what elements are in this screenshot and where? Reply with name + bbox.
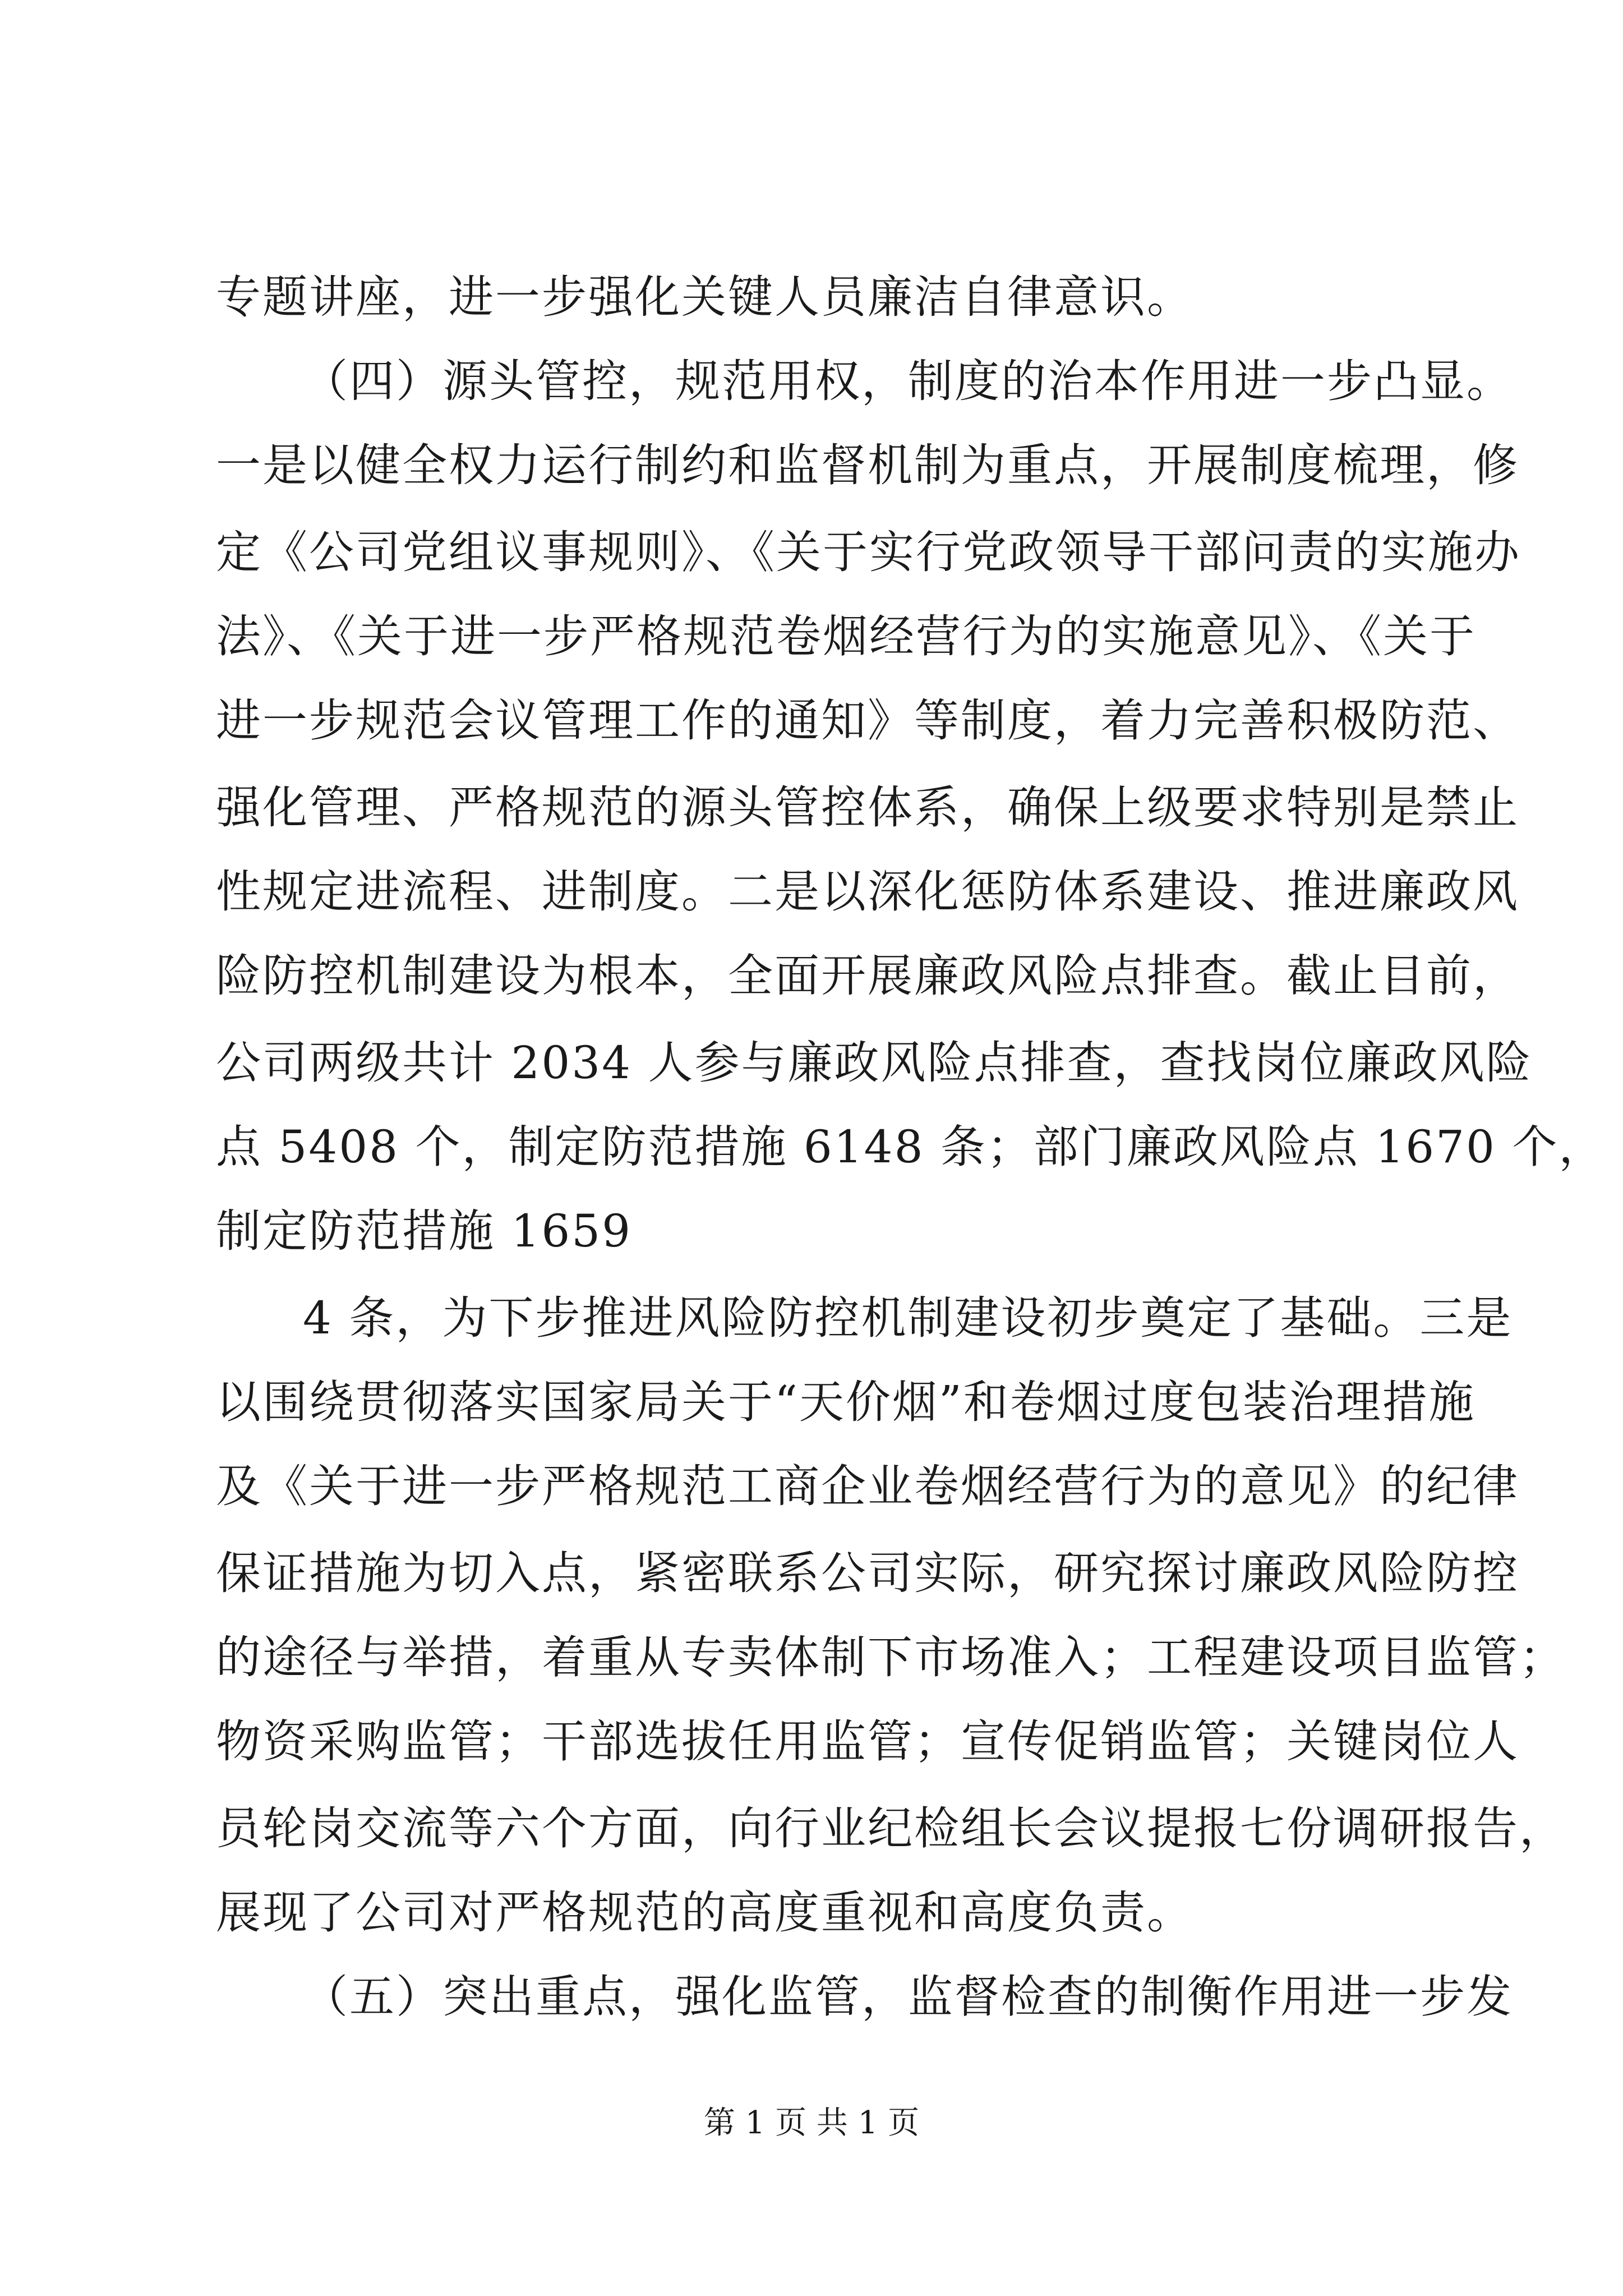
body-line-5: 法》、《关于进一步严格规范卷烟经营行为的实施意见》、《关于 (216, 610, 1476, 662)
body-line-16: 保证措施为切入点，紧密联系公司实际，研究探讨廉政风险防控 (216, 1547, 1519, 1599)
body-line-6: 进一步规范会议管理工作的通知》等制度，着力完善积极防范、 (216, 694, 1519, 747)
body-line-17: 的途径与举措，着重从专卖体制下市场准入；工程建设项目监管； (216, 1631, 1566, 1683)
body-line-1: 专题讲座，进一步强化关键人员廉洁自律意识。 (216, 271, 1193, 323)
body-line-11: 点 5408 个，制定防范措施 6148 条；部门廉政风险点 1670 个， (216, 1121, 1606, 1173)
body-line-14: 以围绕贯彻落实国家局关于“天价烟”和卷烟过度包装治理措施 (216, 1376, 1476, 1428)
body-line-9: 险防控机制建设为根本，全面开展廉政风险点排查。截止目前， (216, 950, 1519, 1002)
body-line-8: 性规定进流程、进制度。二是以深化惩防体系建设、推进廉政风 (216, 866, 1519, 918)
body-line-20: 展现了公司对严格规范的高度重视和高度负责。 (216, 1887, 1193, 1939)
body-line-3: 一是以健全权力运行制约和监督机制为重点，开展制度梳理，修 (216, 439, 1519, 491)
section-heading-5: （五）突出重点，强化监管，监督检查的制衡作用进一步发 (303, 1971, 1513, 2023)
body-line-12: 制定防范措施 1659 (216, 1205, 633, 1257)
body-line-19: 员轮岗交流等六个方面，向行业纪检组长会议提报七份调研报告， (216, 1802, 1566, 1855)
section-heading-4: （四）源头管控，规范用权，制度的治本作用进一步凸显。 (303, 355, 1513, 407)
body-line-13: 4 条，为下步推进风险防控机制建设初步奠定了基础。三是 (303, 1292, 1513, 1344)
body-line-4: 定《公司党组议事规则》、《关于实行党政领导干部问责的实施办 (216, 526, 1521, 578)
page-number: 第 1 页 共 1 页 (703, 2105, 920, 2141)
body-line-10: 公司两级共计 2034 人参与廉政风险点排查，查找岗位廉政风险 (216, 1037, 1533, 1089)
body-line-18: 物资采购监管；干部选拔任用监管；宣传促销监管；关键岗位人 (216, 1715, 1519, 1768)
body-line-15: 及《关于进一步严格规范工商企业卷烟经营行为的意见》的纪律 (216, 1460, 1519, 1512)
body-line-7: 强化管理、严格规范的源头管控体系，确保上级要求特别是禁止 (216, 781, 1519, 834)
